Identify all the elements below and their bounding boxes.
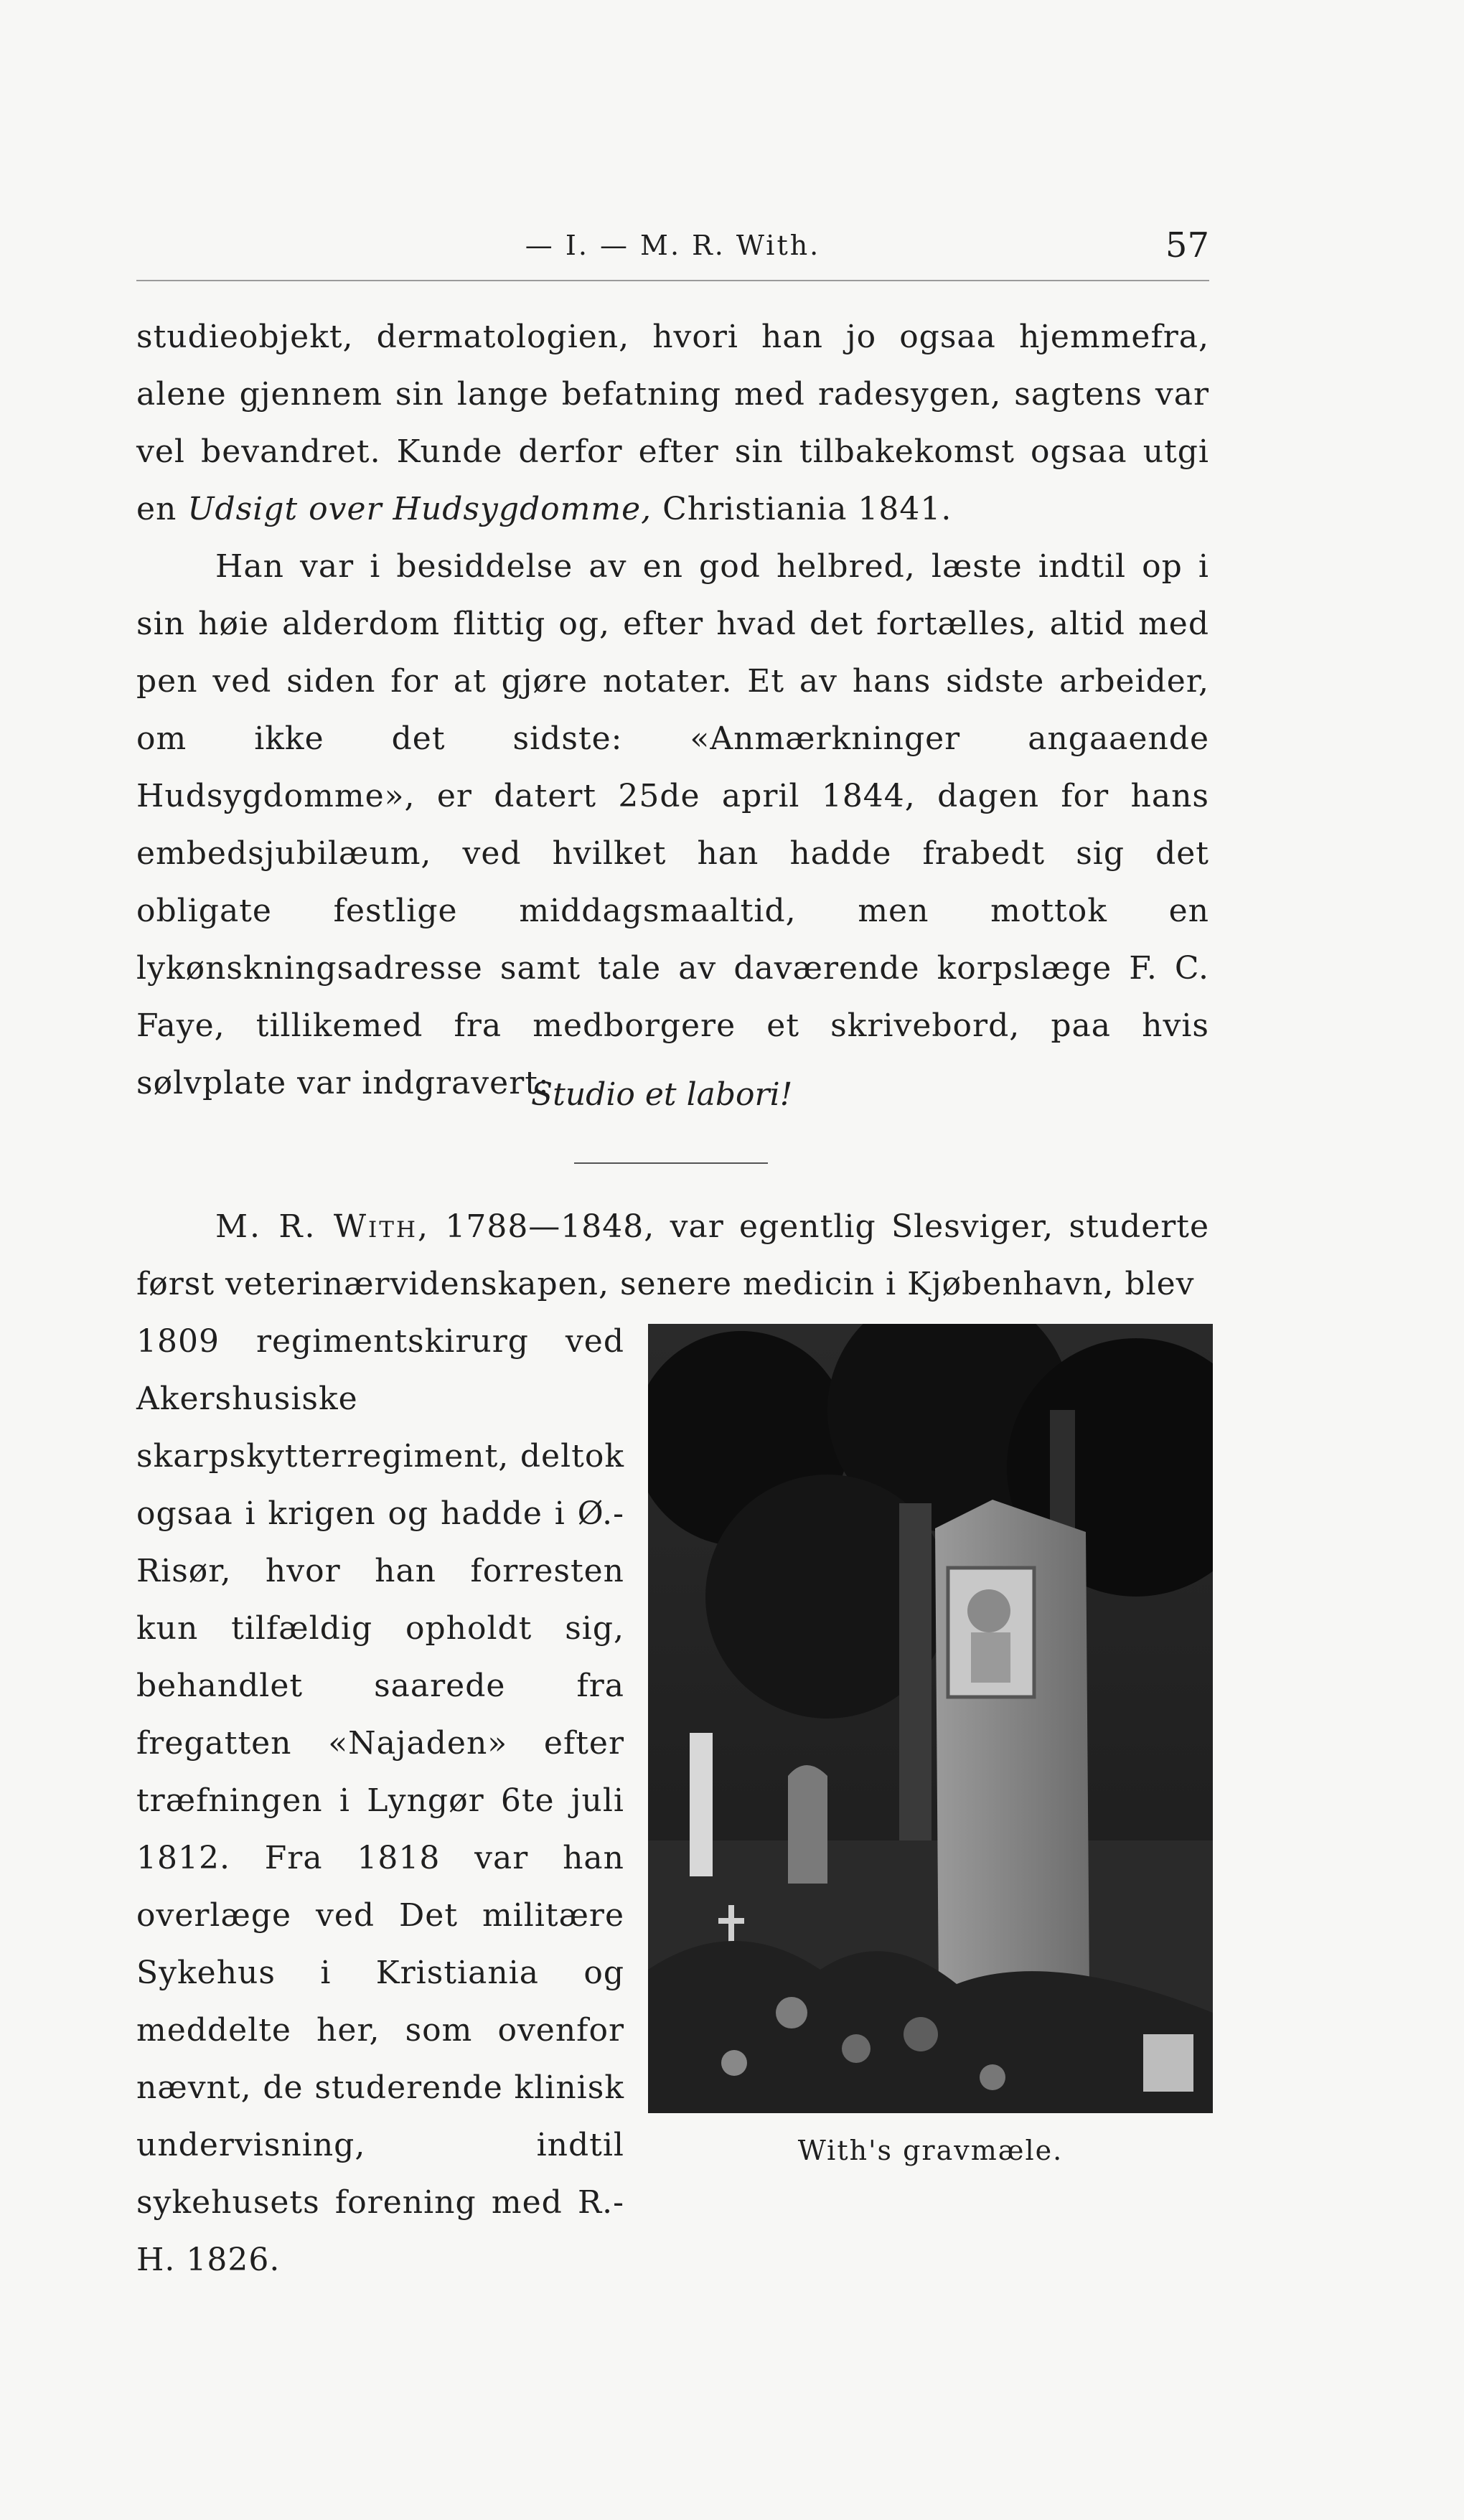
- bio-column: [136, 1313, 624, 2289]
- bio-text: 1788—1848, var egentlig Slesviger, studerte først veterinærvidenskapen, senere medicin i Kjøbenhavn, blev: [136, 1208, 1210, 1302]
- text-block-top: [136, 309, 1209, 1112]
- section-divider: [574, 1162, 768, 1164]
- bio-column-text: 1809 regimentskirurg ved Akershusiske skarpskytterregiment, deltok ogsaa i krigen og hadde i Ø.-Risør, hvor han forresten kun tilfældig opholdt sig, behandlet saarede fra fregatten «Najaden» efter træfningen i Lyngør 6te juli 1812. Fra 1818 var han overlæge ved Det militære Sykehus i Kristiania og meddelte her, som ovenfor nævnt, de studerende klinisk undervisning, indtil sykehusets forening med R.-H. 1826.: [136, 1323, 624, 2278]
- bio-paragraph: [136, 1198, 1209, 1313]
- bio-name: M. R. With,: [215, 1208, 430, 1245]
- motto: Studio et labori!: [531, 1076, 793, 1113]
- photo-caption: With's gravmæle.: [797, 2135, 1064, 2166]
- header-rule: [136, 280, 1209, 281]
- bio-intro: [136, 1198, 1209, 1313]
- gravestone-illustration: [648, 1324, 1213, 2113]
- paragraph-1-start: studieobjekt, dermatologien, hvori han jo ogsaa hjemmefra, alene gjennem sin lange befatning med radesygen, sagtens var vel bevandret. Kunde derfor efter sin tilbakekomst ogsaa utgi en: [136, 319, 1209, 527]
- gravestone-photo: [648, 1324, 1213, 2113]
- book-title: Udsigt over Hudsygdomme,: [187, 491, 652, 527]
- running-head: [136, 224, 1209, 274]
- page-number: 57: [1165, 225, 1209, 265]
- paragraph-1: [136, 309, 1209, 538]
- paragraph-2: Han var i besiddelse av en god helbred, læste indtil op i sin høie alderdom flittig og, efter hvad det fortælles, altid med pen ved siden for at gjøre notater. Et av hans sidste arbeider, om ikke det sidste: «Anmærkninger angaaende Hudsygdomme», er datert 25de april 1844, dagen for hans embedsjubilæum, ved hvilket han hadde frabedt sig det obligate festlige middagsmaaltid, men mottok en lykønskningsadresse samt tale av daværende korpslæge F. C. Faye, tillikemed fra medborgere et skrivebord, paa hvis sølvplate var indgravert:: [136, 548, 1209, 1101]
- running-title: — I. — M. R. With.: [525, 230, 821, 261]
- paragraph-1-end: Christiania 1841.: [652, 491, 952, 527]
